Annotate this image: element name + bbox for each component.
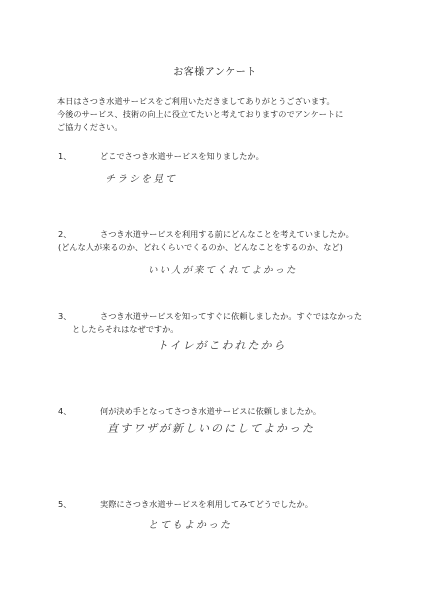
question-note: (どんな人が来るのか、どれくらいでくるのか、どんなことをするのか、など) <box>58 242 343 252</box>
intro-paragraph <box>57 95 387 134</box>
question-number: 1、 <box>58 151 72 161</box>
question-text: 実際にさつき水道サービスを利用してみてどうでしたか。 <box>100 499 313 509</box>
intro-line: 今後のサービス、技術の向上に役立てたいと考えておりますのでアンケートに <box>57 109 344 119</box>
question-text: 何が決め手となってさつき水道サービスに依頼しましたか。 <box>100 406 322 416</box>
page-title: お客様アンケート <box>173 67 257 78</box>
question-text: さつき水道サービスを利用する前にどんなことを考えていましたか。 <box>100 229 354 239</box>
question-number: 5、 <box>58 499 72 509</box>
question-text: さつき水道サービスを知ってすぐに依頼しましたか。すぐではなかった <box>100 311 363 321</box>
question-text: どこでさつき水道サービスを知りましたか。 <box>100 151 264 161</box>
handwritten-answer-2: いい人が来てくれてよかった <box>148 265 298 276</box>
handwritten-answer-1: チラシを見て <box>105 174 177 185</box>
question-number: 4、 <box>58 406 72 416</box>
question-note: としたらそれはなぜですか。 <box>72 324 179 334</box>
question-number: 3、 <box>58 311 72 321</box>
handwritten-answer-4: 直すワザが新しいのにしてよかった <box>107 422 315 435</box>
intro-line: 本日はさつき水道サービスをご利用いただきましてありがとうございます。 <box>57 96 335 106</box>
intro-line: ご協力ください。 <box>57 122 123 132</box>
question-number: 2、 <box>58 229 72 239</box>
handwritten-answer-5: とてもよかった <box>148 520 232 531</box>
handwritten-answer-3: トイレがこわれたから <box>157 339 287 352</box>
